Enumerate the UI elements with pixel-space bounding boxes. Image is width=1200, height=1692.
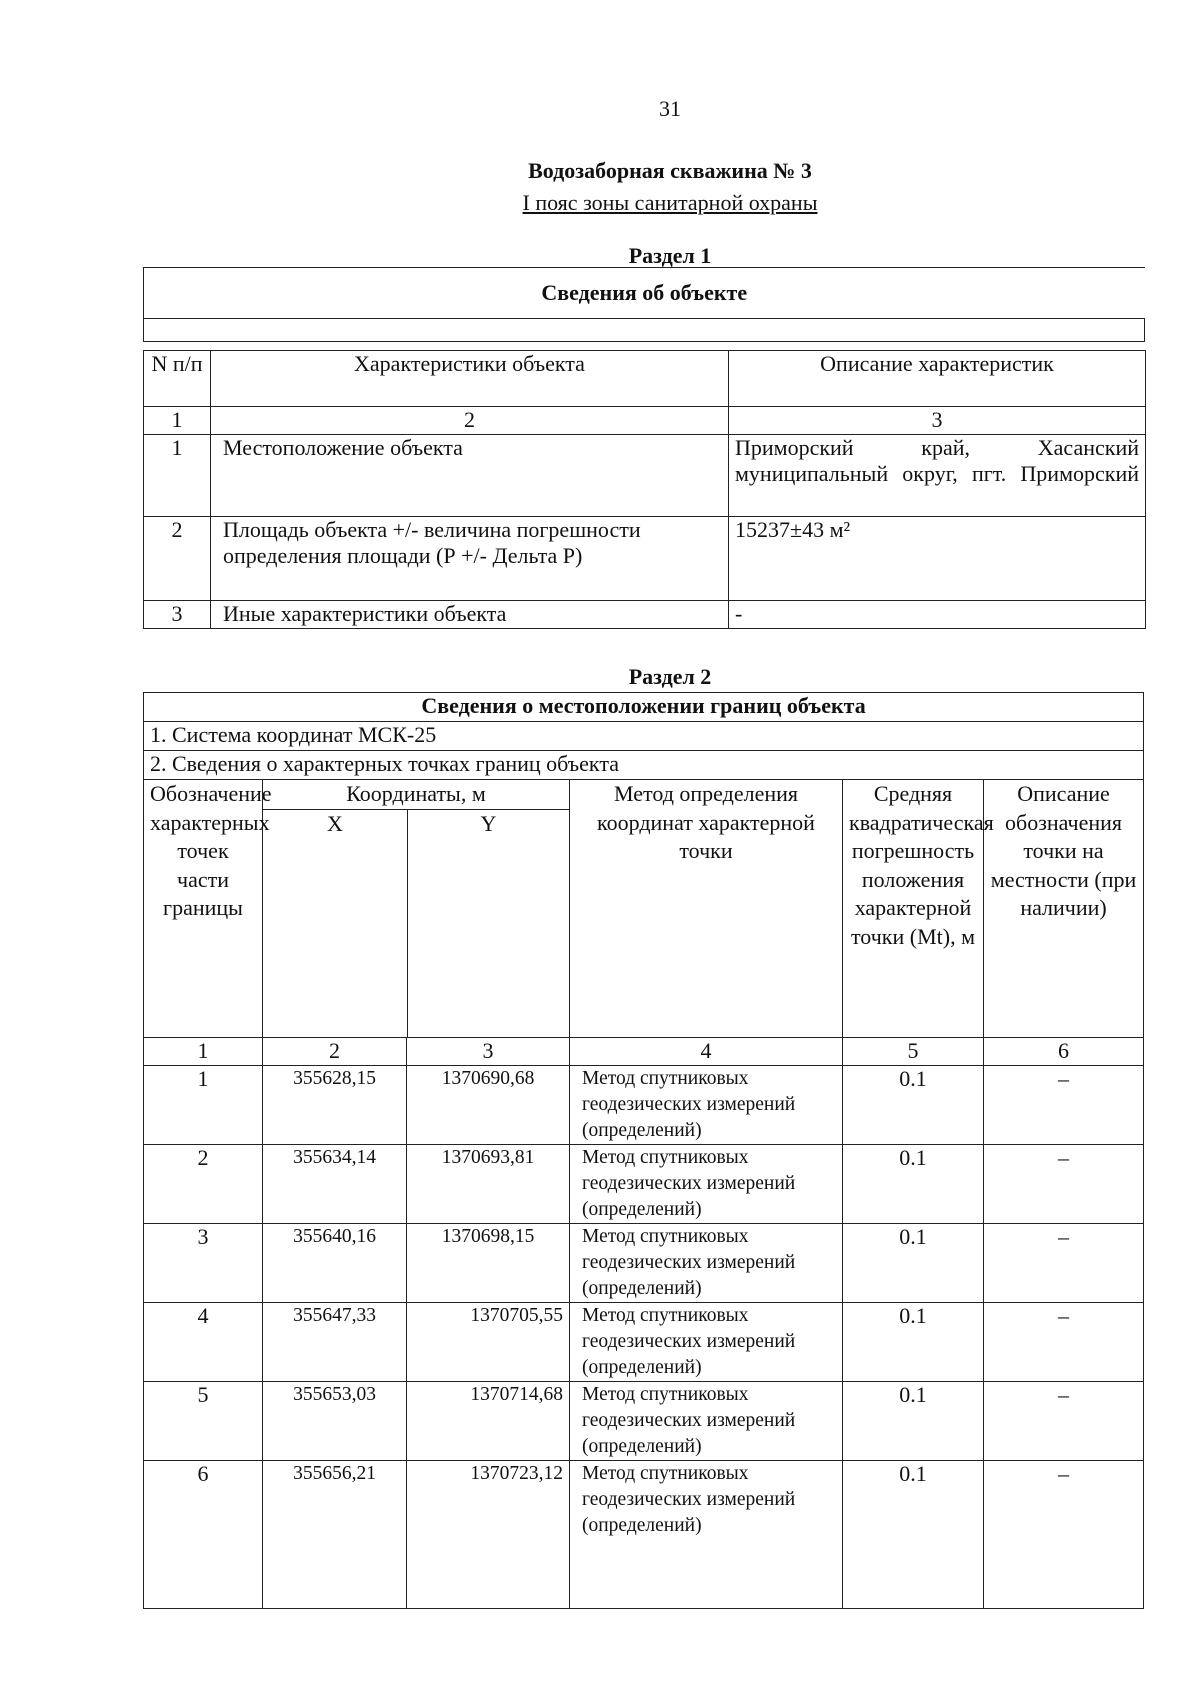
section2-label: Раздел 2: [628, 664, 712, 689]
point-desc: –: [984, 1381, 1144, 1460]
col-number: 4: [570, 1037, 843, 1065]
point-number: 1: [144, 1065, 263, 1144]
table-header-row: [144, 780, 1144, 1038]
point-method: Метод спутниковых геодезических измерений (определений): [570, 1144, 843, 1223]
point-number: 3: [144, 1223, 263, 1302]
row-value: 15237±43 м²: [729, 517, 1146, 601]
section1-band: Сведения об объекте: [144, 268, 1145, 319]
row-number: 1: [144, 435, 211, 517]
header-coords-label: Координаты, м: [263, 780, 569, 810]
col-number: 6: [984, 1037, 1144, 1065]
point-method: Метод спутниковых геодезических измерений (определений): [570, 1302, 843, 1381]
table-row: [144, 1144, 1144, 1223]
point-mt: 0.1: [843, 1065, 984, 1144]
section2-band: Сведения о местоположении границ объекта: [144, 693, 1144, 722]
row-name: Иные характеристики объекта: [211, 601, 729, 629]
document-subtitle: [0, 190, 1200, 216]
point-mt: 0.1: [843, 1223, 984, 1302]
point-method: Метод спутниковых геодезических измерений (определений): [570, 1460, 843, 1608]
table-row: [144, 1460, 1144, 1608]
point-x: 355628,15: [263, 1065, 407, 1144]
table-row: [144, 601, 1146, 629]
point-number: 2: [144, 1144, 263, 1223]
boundary-points-table: [143, 692, 1144, 1609]
row-name: Местоположение объекта: [211, 435, 729, 517]
point-number: 6: [144, 1460, 263, 1608]
point-desc: –: [984, 1065, 1144, 1144]
column-number-row: [144, 407, 1146, 435]
point-desc: –: [984, 1302, 1144, 1381]
table-row: [144, 1381, 1144, 1460]
point-desc: –: [984, 1144, 1144, 1223]
col-number: 3: [407, 1037, 570, 1065]
table-row: [144, 517, 1146, 601]
header-method: Метод определения координат характерной точки: [570, 780, 843, 1038]
point-number: 4: [144, 1302, 263, 1381]
table-header-row: [144, 351, 1146, 407]
point-mt: 0.1: [843, 1460, 984, 1608]
col-number: 1: [144, 407, 211, 435]
header-error: Средняя квадратическая погрешность положения характерной точки (Mt), м: [843, 780, 984, 1038]
point-method: Метод спутниковых геодезических измерений (определений): [570, 1065, 843, 1144]
header-y: Y: [480, 810, 497, 836]
section1-empty-row: [144, 319, 1145, 342]
table-row: [144, 435, 1146, 517]
coordinate-system: 1. Система координат МСК-25: [144, 722, 1144, 751]
page-number: 31: [659, 96, 681, 121]
point-method: Метод спутниковых геодезических измерений (определений): [570, 1223, 843, 1302]
point-y: 1370723,12: [407, 1460, 570, 1608]
row-number: 2: [144, 517, 211, 601]
column-number-row: [144, 1037, 1144, 1065]
object-info-table: [143, 350, 1146, 629]
section1-label: Раздел 1: [628, 243, 712, 268]
point-y: 1370690,68: [407, 1065, 570, 1144]
point-desc: –: [984, 1460, 1144, 1608]
header-xy: [263, 810, 569, 1037]
section1-band-table: [143, 267, 1145, 342]
col-number: 2: [211, 407, 729, 435]
point-method: Метод спутниковых геодезических измерений (определений): [570, 1381, 843, 1460]
point-x: 355656,21: [263, 1460, 407, 1608]
point-y: 1370698,15: [407, 1223, 570, 1302]
table-row: [144, 1223, 1144, 1302]
header-number: N п/п: [144, 351, 211, 407]
point-mt: 0.1: [843, 1144, 984, 1223]
point-y: 1370705,55: [407, 1302, 570, 1381]
point-y: 1370693,81: [407, 1144, 570, 1223]
point-x: 355640,16: [263, 1223, 407, 1302]
col-number: 1: [144, 1037, 263, 1065]
table-row: [144, 1302, 1144, 1381]
header-description: Описание характеристик: [729, 351, 1146, 407]
point-x: 355647,33: [263, 1302, 407, 1381]
point-x: 355653,03: [263, 1381, 407, 1460]
header-point: Обозначение характерных точек части границы: [144, 780, 263, 1038]
point-number: 5: [144, 1381, 263, 1460]
point-x: 355634,14: [263, 1144, 407, 1223]
row-name: Площадь объекта +/- величина погрешности определения площади (Р +/- Дельта Р): [211, 517, 729, 601]
row-number: 3: [144, 601, 211, 629]
point-desc: –: [984, 1223, 1144, 1302]
subtitle-text: I пояс зоны санитарной охраны: [522, 190, 818, 215]
row-value: Приморский край, Хасанский муниципальный округ, пгт. Приморский: [729, 435, 1146, 517]
point-mt: 0.1: [843, 1381, 984, 1460]
table-row: [144, 1065, 1144, 1144]
header-coords: [263, 780, 570, 1038]
point-y: 1370714,68: [407, 1381, 570, 1460]
header-description: Описание обозначения точки на местности (при наличии): [984, 780, 1144, 1038]
row-value: -: [729, 601, 1146, 629]
document-title: Водозаборная скважина № 3: [528, 158, 812, 183]
point-mt: 0.1: [843, 1302, 984, 1381]
col-number: 2: [263, 1037, 407, 1065]
col-number: 5: [843, 1037, 984, 1065]
header-characteristics: Характеристики объекта: [211, 351, 729, 407]
header-x: X: [263, 810, 408, 1037]
col-number: 3: [729, 407, 1146, 435]
points-title: 2. Сведения о характерных точках границ объекта: [144, 751, 1144, 780]
